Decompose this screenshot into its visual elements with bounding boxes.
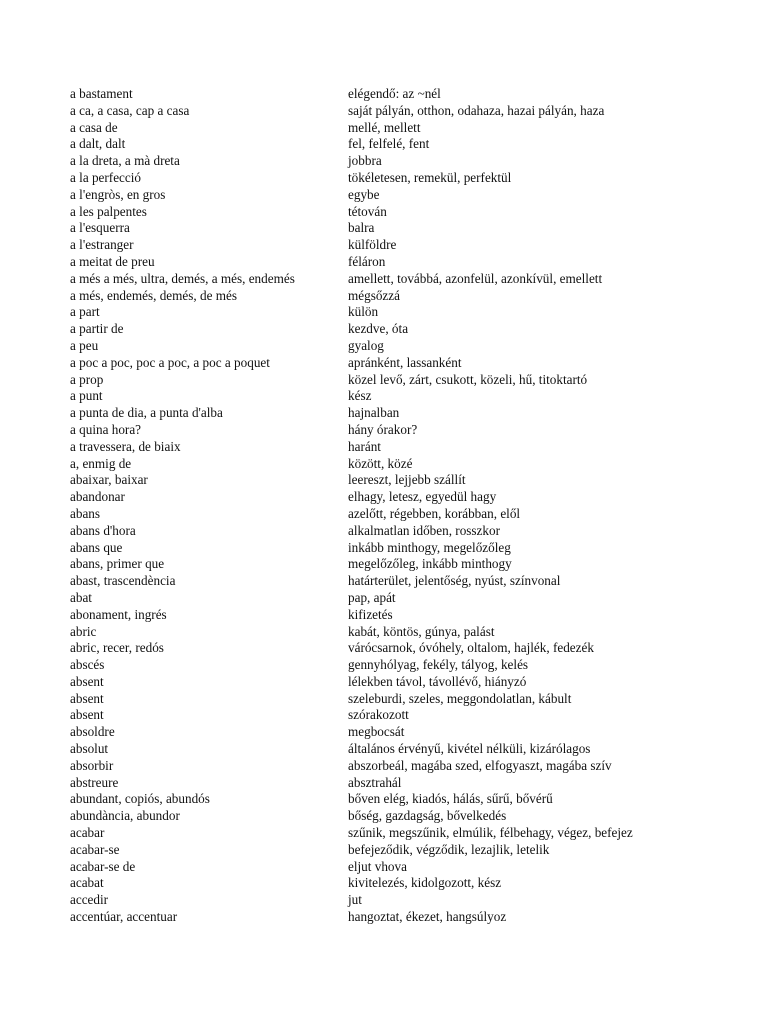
dictionary-entry — [70, 640, 710, 657]
entry-definition: azelőtt, régebben, korábban, elől — [348, 505, 521, 521]
dictionary-entry — [70, 204, 710, 221]
dictionary-entry — [70, 540, 710, 557]
entry-term: a, enmig de — [70, 455, 132, 471]
entry-term: a quina hora? — [70, 421, 142, 437]
dictionary-entry — [70, 254, 710, 271]
entry-term: accedir — [70, 892, 109, 908]
entry-definition: amellett, továbbá, azonfelül, azonkívül, emellett — [348, 270, 603, 286]
entry-term: a prop — [70, 371, 104, 387]
dictionary-entry — [70, 808, 710, 825]
entry-term: abans, primer que — [70, 556, 165, 572]
dictionary-entry — [70, 237, 710, 254]
entry-definition: szűnik, megszűnik, elmúlik, félbehagy, végez, befejez — [348, 825, 633, 841]
entry-definition: jut — [348, 892, 362, 908]
dictionary-entry — [70, 674, 710, 691]
entry-term: absolut — [70, 741, 109, 757]
entry-definition: kezdve, óta — [348, 321, 409, 337]
dictionary-entry — [70, 859, 710, 876]
entry-definition: lélekben távol, távollévő, hiányzó — [348, 673, 527, 689]
entry-definition: mellé, mellett — [348, 119, 421, 135]
entry-term: acabar-se de — [70, 858, 136, 874]
entry-definition: közel levő, zárt, csukott, közeli, hű, titoktartó — [348, 371, 588, 387]
entry-term: abaixar, baixar — [70, 472, 148, 488]
dictionary-entry — [70, 355, 710, 372]
entry-term: a més, endemés, demés, de més — [70, 287, 237, 303]
entry-definition: mégsőzzá — [348, 287, 400, 303]
entry-definition: bőség, gazdagság, bővelkedés — [348, 808, 507, 824]
entry-definition: eljut vhova — [348, 858, 407, 874]
entry-definition: szeleburdi, szeles, meggondolatlan, kábult — [348, 690, 572, 706]
entry-definition: bőven elég, kiadós, hálás, sűrű, bővérű — [348, 791, 553, 807]
entry-term: abscés — [70, 657, 105, 673]
dictionary-entry — [70, 691, 710, 708]
dictionary-entry — [70, 657, 710, 674]
dictionary-entry — [70, 573, 710, 590]
entry-definition: tétován — [348, 203, 387, 219]
entry-definition: gyalog — [348, 337, 384, 353]
entry-term: abans — [70, 505, 101, 521]
entry-definition: kész — [348, 388, 372, 404]
entry-definition: apránként, lassanként — [348, 354, 462, 370]
dictionary-entry — [70, 321, 710, 338]
dictionary-entry — [70, 842, 710, 859]
entry-definition: hangoztat, ékezet, hangsúlyoz — [348, 909, 507, 925]
entry-term: a casa de — [70, 119, 118, 135]
entry-term: a més a més, ultra, demés, a més, endemés — [70, 270, 295, 286]
dictionary-entry — [70, 741, 710, 758]
entry-definition: várócsarnok, óvóhely, oltalom, hajlék, fedezék — [348, 640, 594, 656]
dictionary-entry — [70, 456, 710, 473]
dictionary-entry — [70, 724, 710, 741]
entry-term: absoldre — [70, 724, 115, 740]
entry-definition: általános érvényű, kivétel nélküli, kizárólagos — [348, 741, 591, 757]
dictionary-entry — [70, 775, 710, 792]
entry-term: abonament, ingrés — [70, 606, 167, 622]
dictionary-entry — [70, 120, 710, 137]
entry-definition: elégendő: az ~nél — [348, 86, 441, 101]
dictionary-entry — [70, 220, 710, 237]
entry-definition: absztrahál — [348, 774, 402, 790]
dictionary-entry — [70, 304, 710, 321]
entry-term: accentúar, accentuar — [70, 909, 178, 925]
entry-term: absent — [70, 707, 104, 723]
entry-definition: kabát, köntös, gúnya, palást — [348, 623, 495, 639]
dictionary-entry — [70, 624, 710, 641]
entry-term: a punta de dia, a punta d'alba — [70, 405, 223, 421]
entry-definition: hajnalban — [348, 405, 400, 421]
entry-definition: fel, felfelé, fent — [348, 136, 430, 152]
entry-term: acabar-se — [70, 841, 120, 857]
dictionary-entry — [70, 439, 710, 456]
dictionary-entry — [70, 170, 710, 187]
entry-definition: tökéletesen, remekül, perfektül — [348, 169, 512, 185]
entry-term: a dalt, dalt — [70, 136, 126, 152]
dictionary-entry — [70, 472, 710, 489]
dictionary-entry — [70, 187, 710, 204]
entry-term: a bastament — [70, 86, 133, 101]
entry-term: abast, trascendència — [70, 573, 176, 589]
dictionary-entry — [70, 523, 710, 540]
entry-definition: külföldre — [348, 237, 397, 253]
entry-term: a la dreta, a mà dreta — [70, 153, 180, 169]
entry-definition: jobbra — [348, 153, 382, 169]
entry-term: a travessera, de biaix — [70, 438, 181, 454]
entry-definition: kifizetés — [348, 606, 393, 622]
entry-term: a l'estranger — [70, 237, 134, 253]
entry-definition: abszorbeál, magába szed, elfogyaszt, magába szív — [348, 757, 612, 773]
entry-term: abans d'hora — [70, 522, 136, 538]
entry-definition: alkalmatlan időben, rosszkor — [348, 522, 500, 538]
entry-term: absent — [70, 690, 104, 706]
entry-definition: határterület, jelentőség, nyúst, színvonal — [348, 573, 561, 589]
dictionary-entry — [70, 892, 710, 909]
entry-term: a poc a poc, poc a poc, a poc a poquet — [70, 354, 270, 370]
dictionary-entry — [70, 422, 710, 439]
entry-definition: haránt — [348, 438, 381, 454]
entry-term: abat — [70, 589, 92, 605]
dictionary-entry — [70, 405, 710, 422]
entry-term: acabat — [70, 875, 104, 891]
dictionary-entry — [70, 271, 710, 288]
entry-definition: szórakozott — [348, 707, 409, 723]
entry-definition: megbocsát — [348, 724, 405, 740]
dictionary-entry — [70, 153, 710, 170]
dictionary-entry — [70, 607, 710, 624]
dictionary-entry — [70, 590, 710, 607]
entry-term: a ca, a casa, cap a casa — [70, 102, 190, 118]
dictionary-entry — [70, 758, 710, 775]
dictionary-entry — [70, 388, 710, 405]
entry-term: a part — [70, 304, 100, 320]
entry-term: a l'esquerra — [70, 220, 130, 236]
dictionary-entry — [70, 707, 710, 724]
entry-definition: megelőzőleg, inkább minthogy — [348, 556, 512, 572]
dictionary-entry — [70, 909, 710, 926]
entry-term: a l'engròs, en gros — [70, 186, 166, 202]
entry-term: a peu — [70, 337, 99, 353]
entry-term: absent — [70, 673, 104, 689]
dictionary-entry — [70, 489, 710, 506]
entry-term: abundància, abundor — [70, 808, 180, 824]
entry-definition: gennyhólyag, fekély, tályog, kelés — [348, 657, 529, 673]
dictionary-entry — [70, 103, 710, 120]
entry-term: acabar — [70, 825, 105, 841]
dictionary-entry — [70, 136, 710, 153]
entry-term: abundant, copiós, abundós — [70, 791, 210, 807]
entry-term: abric, recer, redós — [70, 640, 164, 656]
entry-term: abric — [70, 623, 97, 639]
entry-term: a partir de — [70, 321, 124, 337]
dictionary-entry — [70, 875, 710, 892]
dictionary-list — [70, 86, 710, 926]
entry-definition: inkább minthogy, megelőzőleg — [348, 539, 511, 555]
entry-term: a punt — [70, 388, 103, 404]
entry-definition: leereszt, lejjebb szállít — [348, 472, 466, 488]
dictionary-entry — [70, 86, 710, 103]
entry-term: abans que — [70, 539, 123, 555]
entry-definition: saját pályán, otthon, odahaza, hazai pályán, haza — [348, 102, 605, 118]
entry-definition: elhagy, letesz, egyedül hagy — [348, 489, 497, 505]
dictionary-entry — [70, 338, 710, 355]
dictionary-entry — [70, 556, 710, 573]
entry-term: abstreure — [70, 774, 119, 790]
entry-definition: egybe — [348, 186, 380, 202]
entry-term: a les palpentes — [70, 203, 147, 219]
dictionary-entry — [70, 825, 710, 842]
entry-term: a la perfecció — [70, 169, 142, 185]
entry-term: absorbir — [70, 757, 114, 773]
entry-definition: befejeződik, végződik, lezajlik, letelik — [348, 841, 550, 857]
dictionary-entry — [70, 288, 710, 305]
dictionary-entry — [70, 506, 710, 523]
entry-term: a meitat de preu — [70, 253, 155, 269]
entry-definition: között, közé — [348, 455, 413, 471]
dictionary-entry — [70, 372, 710, 389]
entry-definition: balra — [348, 220, 375, 236]
entry-definition: hány órakor? — [348, 421, 418, 437]
entry-definition: féláron — [348, 253, 386, 269]
entry-term: abandonar — [70, 489, 125, 505]
dictionary-entry — [70, 791, 710, 808]
entry-definition: külön — [348, 304, 379, 320]
entry-definition: pap, apát — [348, 589, 396, 605]
entry-definition: kivitelezés, kidolgozott, kész — [348, 875, 502, 891]
